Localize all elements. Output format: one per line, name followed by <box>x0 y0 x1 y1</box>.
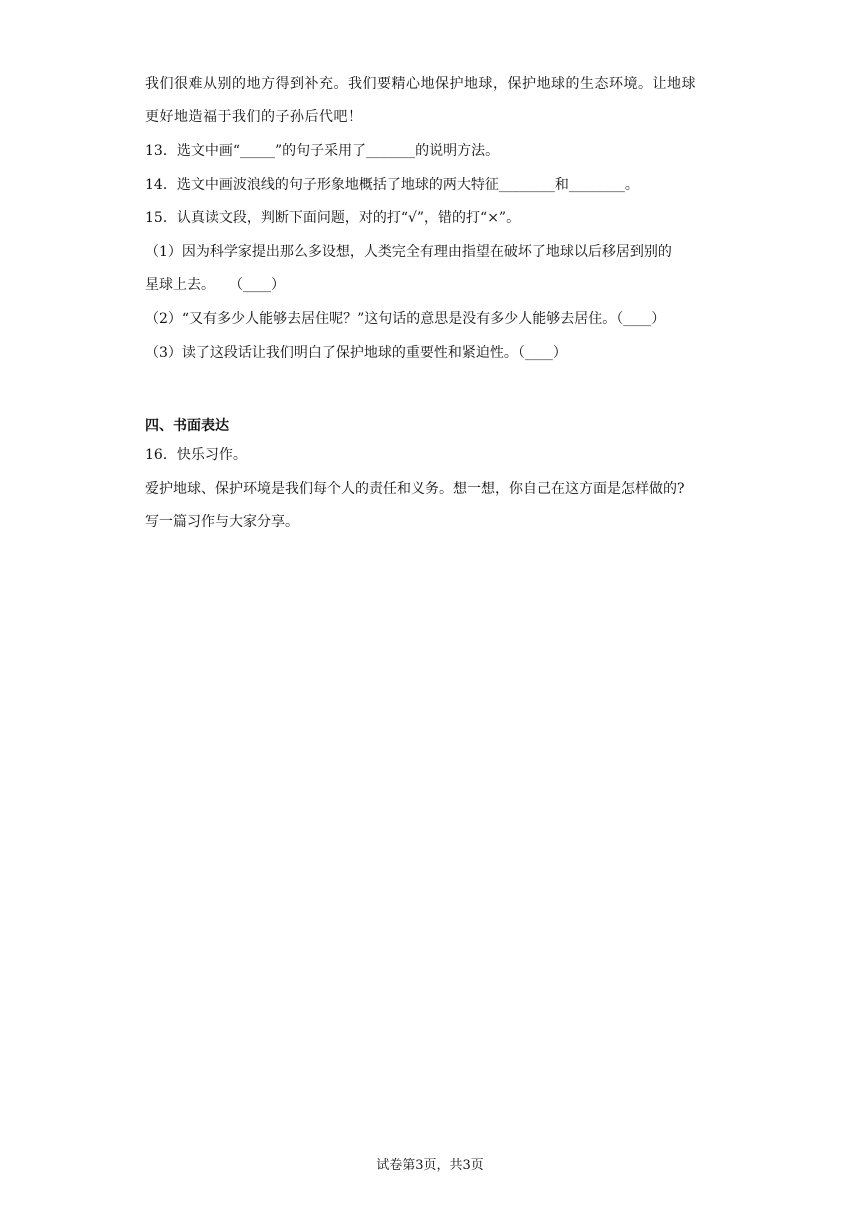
question-15-item-1-line-2: 星球上去。 （____） <box>145 277 285 293</box>
page-footer: 试卷第3页，共3页 <box>376 1158 484 1173</box>
question-15: 15．认真读文段，判断下面问题，对的打“√”，错的打“×”。 <box>145 210 521 226</box>
question-13: 13．选文中画“_____”的句子采用了_______的说明方法。 <box>145 143 500 159</box>
question-15-item-3: （3）读了这段话让我们明白了保护地球的重要性和紧迫性。（____） <box>145 345 567 361</box>
writing-prompt-line-2: 写一篇习作与大家分享。 <box>145 514 299 530</box>
question-15-item-1-line-1: （1）因为科学家提出那么多设想，人类完全有理由指望在破坏了地球以后移居到别的 <box>145 244 672 260</box>
passage-line-2: 更好地造福于我们的子孙后代吧！ <box>145 109 363 125</box>
writing-prompt-line-1: 爱护地球、保护环境是我们每个人的责任和义务。想一想，你自己在这方面是怎样做的? <box>145 481 685 497</box>
passage-line-1: 我们很难从别的地方得到补充。我们要精心地保护地球，保护地球的生态环境。让地球 <box>145 76 696 92</box>
section-4-heading: 四、书面表达 <box>145 418 229 434</box>
question-16: 16．快乐习作。 <box>145 447 247 463</box>
question-14: 14．选文中画波浪线的句子形象地概括了地球的两大特征________和________。 <box>145 177 639 193</box>
question-15-item-2: （2）“又有多少人能够去居住呢？”这句话的意思是没有多少人能够去居住。（____） <box>145 311 666 327</box>
